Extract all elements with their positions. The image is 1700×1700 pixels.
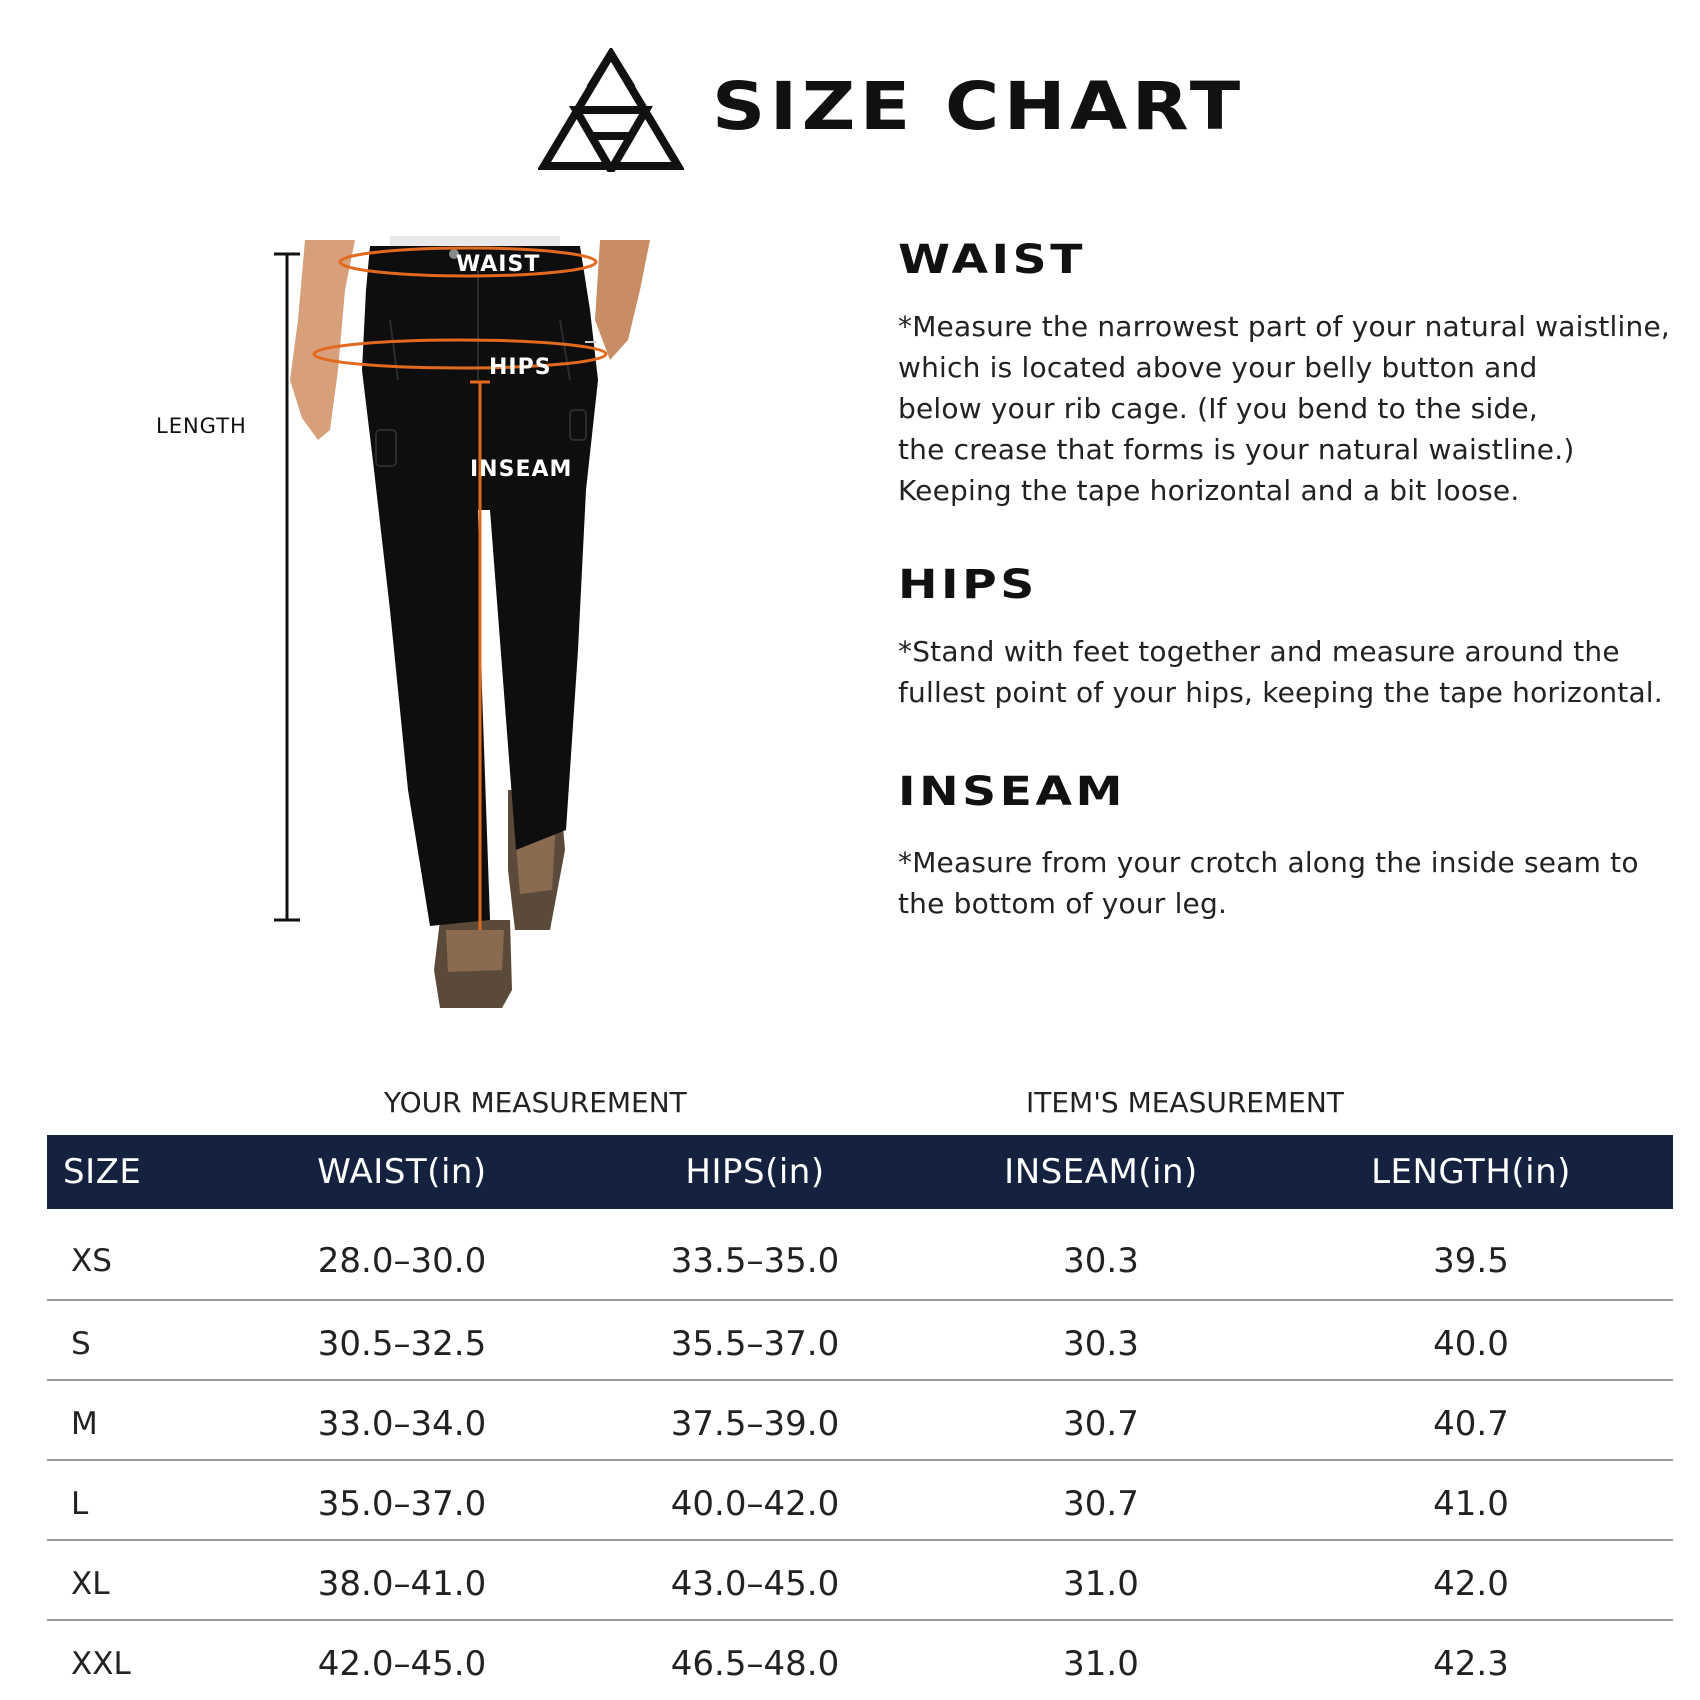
item-measurement-label: ITEM'S MEASUREMENT <box>1026 1086 1344 1119</box>
hips-cell: 43.0–45.0 <box>577 1540 933 1620</box>
size-cell: S <box>47 1300 227 1380</box>
inseam-heading: INSEAM <box>898 769 1127 815</box>
inseam-cell: 31.0 <box>1063 1644 1139 1684</box>
waist-label: WAIST <box>456 252 541 277</box>
waist-cell: 35.0–37.0 <box>227 1460 577 1540</box>
inseam-cell: 30.3 <box>933 1209 1269 1300</box>
inseam-section <box>898 769 1698 924</box>
size-cell: M <box>47 1380 227 1460</box>
inseam-cell: 30.7 <box>933 1460 1269 1540</box>
waist-cell: 28.0–30.0 <box>227 1209 577 1300</box>
hips-cell: 35.5–37.0 <box>577 1300 933 1380</box>
hips-cell: 33.5–35.0 <box>577 1209 933 1300</box>
left-arm <box>290 240 355 440</box>
hips-cell: 46.5–48.0 <box>670 1644 840 1684</box>
length-cell: 41.0 <box>1269 1460 1673 1540</box>
length-cell: 42.3 <box>1433 1644 1509 1684</box>
length-label: LENGTH <box>156 414 247 438</box>
inseam-description: *Measure from your crotch along the inside seam to the bottom of your leg. <box>898 846 1639 920</box>
inseam-cell: 31.0 <box>933 1540 1269 1620</box>
waist-description: *Measure the narrowest part of your natural waistline, which is located above your belly button and below your rib cage. (If you bend to the side, the crease that forms is your natural waistline.) Keeping the tape horizontal and a bit loose. <box>898 310 1670 507</box>
waist-heading: WAIST <box>898 237 1086 283</box>
inseam-cell: 30.7 <box>933 1380 1269 1460</box>
waist-cell: 38.0–41.0 <box>227 1540 577 1620</box>
header <box>0 40 1700 180</box>
table-row <box>47 1620 1673 1699</box>
inseam-label: INSEAM <box>470 457 573 482</box>
waist-cell: 42.0–45.0 <box>317 1644 487 1684</box>
inseam-cell: 30.3 <box>933 1300 1269 1380</box>
table-row <box>47 1209 1673 1300</box>
column-header: INSEAM(in) <box>933 1135 1269 1209</box>
your-measurement-label: YOUR MEASUREMENT <box>384 1086 687 1119</box>
length-cell: 40.0 <box>1269 1300 1673 1380</box>
waist-section <box>898 237 1698 511</box>
table-row <box>47 1380 1673 1460</box>
size-cell: XL <box>47 1540 227 1620</box>
size-cell: XXL <box>71 1646 131 1682</box>
table-row <box>47 1300 1673 1380</box>
hips-cell: 37.5–39.0 <box>577 1380 933 1460</box>
length-cell: 40.7 <box>1269 1380 1673 1460</box>
column-header: LENGTH(in) <box>1269 1135 1673 1209</box>
hips-description: *Stand with feet together and measure around the fullest point of your hips, keeping the tape horizontal. <box>898 635 1663 709</box>
hips-label: HIPS <box>489 355 552 380</box>
table-row <box>47 1460 1673 1540</box>
size-cell: L <box>47 1460 227 1540</box>
hips-heading: HIPS <box>898 562 1038 608</box>
column-header: HIPS(in) <box>577 1135 933 1209</box>
table-header-row <box>47 1135 1673 1209</box>
hips-section <box>898 562 1698 713</box>
length-cell: 42.0 <box>1269 1540 1673 1620</box>
waist-cell: 33.0–34.0 <box>227 1380 577 1460</box>
page-title: SIZE CHART <box>712 68 1245 145</box>
left-shoe-detail <box>446 930 504 972</box>
column-header: WAIST(in) <box>227 1135 577 1209</box>
size-cell: XS <box>47 1209 227 1300</box>
hips-cell: 40.0–42.0 <box>577 1460 933 1540</box>
triangle-mountain-logo-icon <box>538 48 684 172</box>
right-arm <box>595 240 650 360</box>
size-table <box>47 1135 1673 1699</box>
table-row <box>47 1540 1673 1620</box>
pants-measurement-illustration <box>140 230 660 1020</box>
column-header: SIZE <box>47 1135 227 1209</box>
waist-cell: 30.5–32.5 <box>227 1300 577 1380</box>
length-cell: 39.5 <box>1269 1209 1673 1300</box>
